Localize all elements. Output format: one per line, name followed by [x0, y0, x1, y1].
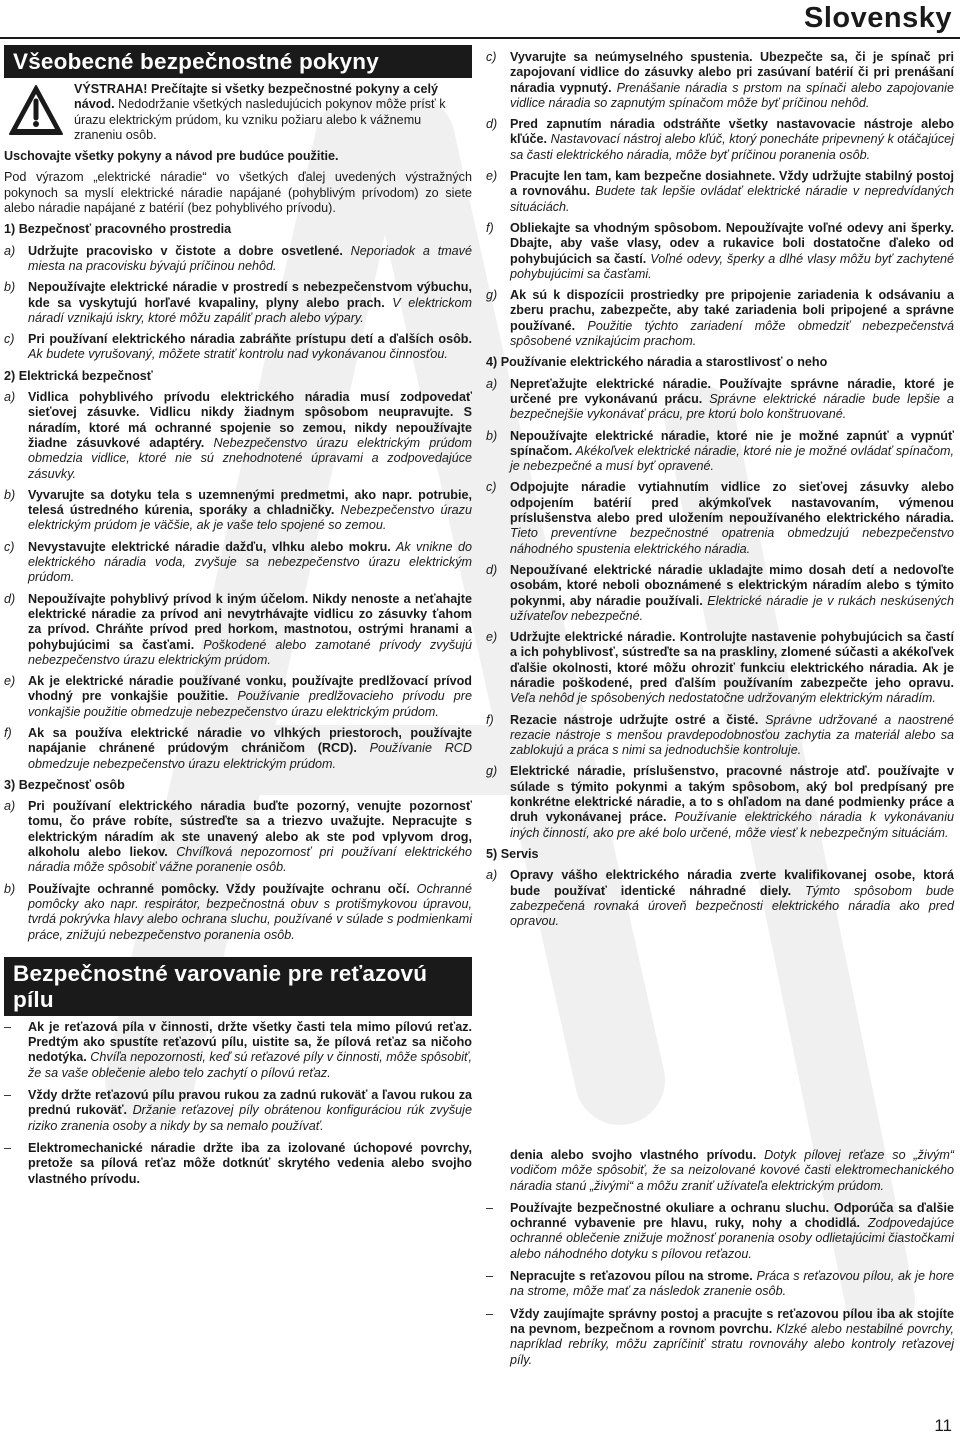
list-item: d) Nepoužívajte pohyblivý prívod k iným účelom. Nikdy nenoste a neťahajte elektrické náradie za prívod ani nevytrhávajte vidlicu zo zásuvky ťahom za prívod. Chráňte prívod pred horkom, mastnotou, ostrými hranami a pohybujúcimi sa časťami. Poškodené alebo zamotané prívody zvyšujú nebezpečenstvo úrazu elektrickým prúdom.	[4, 591, 472, 667]
list-item: b) Vyvarujte sa dotyku tela s uzemnenými predmetmi, ako napr. potrubie, telesá ústredného kúrenia, sporáky a chladničky. Nebezpečenstvo úrazu elektrickým prúdom je väčšie, ak je vaše telo spojené so zemou.	[4, 487, 472, 533]
warning-body: Nedodržanie všetkých nasledujúcich pokynov môže prísť k úrazu elektrickým prúdom, ku vzniku požiaru alebo k vážnemu zraneniu osôb.	[74, 97, 446, 142]
list-item: – Vždy držte reťazovú pílu pravou rukou za zadnú rukoväť a ľavou rukou za prednú rukoväť. Držanie reťazovej píly obrátenou konfiguráciou rúk zvyšuje riziko zranenia osoby a nikdy by sa nemalo používať.	[4, 1088, 472, 1133]
general-safety-title: Všeobecné bezpečnostné pokyny	[4, 45, 472, 78]
list-item-continued: denia alebo svojho vlastného prívodu. Dotyk pílovej reťaze so „živým“ vodičom môže spôsobiť, že sa neizolované kovové časti elektromechanického náradia stanú „živými“ a môžu zraniť užívateľa elektrickým prúdom.	[510, 1148, 955, 1193]
list-item: c) Odpojujte náradie vytiahnutím vidlice zo sieťovej zásuvky alebo odpojením batérií pred akýmkoľvek nastavovaním, výmenou príslušenstva alebo pred uložením nepoužívaného elektrického náradia. Tieto preventívne bezpečnostné opatrenia obmedzujú nebezpečenstvo náhodného spustenia elektrického náradia.	[486, 480, 954, 556]
chainsaw-safety-title: Bezpečnostné varovanie pre reťazovú pílu	[4, 957, 472, 1016]
list-item: – Elektromechanické náradie držte iba za izolované úchopové povrchy, pretože sa pílová reťaz môže dotknúť skrytého vedenia alebo svojho vlastného prívodu.	[4, 1140, 472, 1186]
warning-text	[74, 82, 472, 143]
warning-triangle-icon	[8, 84, 64, 138]
section-heading-2: 2) Elektrická bezpečnosť	[4, 368, 153, 383]
list-item: g) Ak sú k dispozícii prostriedky pre pripojenie zariadenia k odsávaniu a zberu prachu, zabezpečte, aby také zariadenia boli pripojené a správne používané. Použitie týchto zariadení môže obmedziť nebezpečenstvá spôsobené vznikajúcim prachom.	[486, 288, 954, 349]
keep-instructions-note: Uschovajte všetky pokyny a návod pre budúce použitie.	[4, 149, 339, 164]
section-heading-4: 4) Používanie elektrického náradia a starostlivosť o neho	[486, 355, 828, 370]
list-item: f) Obliekajte sa vhodným spôsobom. Nepoužívajte voľné odevy ani šperky. Dbajte, aby vaše vlasy, odev a rukavice boli dostatočne ďaleko od pohybujúcich sa častí. Voľné odevy, šperky a dlhé vlasy môžu byť zachytené pohybujúcimi sa časťami.	[486, 220, 954, 281]
list-item: a) Udržujte pracovisko v čistote a dobre osvetlené. Neporiadok a tmavé miesta na pracovisku bývajú príčinou nehôd.	[4, 243, 472, 273]
list-item: a) Nepreťažujte elektrické náradie. Používajte správne náradie, ktoré je určené pre vykonávanú prácu. Správne elektrické náradie bude lepšie a bezpečnejšie vykonávať prácu, pre ktorú bolo konštruované.	[486, 376, 954, 422]
list-item: c) Vyvarujte sa neúmyselného spustenia. Ubezpečte sa, či je spínač pri zapojovaní vidlice do zásuvky alebo pri zasúvaní batérií či pri prenášaní náradia vypnutý. Prenášanie náradia s prstom na spínači alebo zapojovanie vidlice náradia so zapnutým spínačom môže byť príčinou nehôd.	[486, 50, 954, 110]
list-item: b) Používajte ochranné pomôcky. Vždy používajte ochranu očí. Ochranné pomôcky ako napr. respirátor, bezpečnostná obuv s protišmykovou úpravou, tvrdá pokrývka hlavy alebo ochrana sluchu, používané v súlade s podmienkami práce, znižujú nebezpečenstvo poranenia osôb.	[4, 881, 472, 942]
left-column	[4, 45, 472, 1194]
list-item: – Vždy zaujímajte správny postoj a pracujte s reťazovou pílou iba ak stojíte na pevnom, bezpečnom a rovnom povrchu. Klzké alebo nestabilné povrchy, napríklad rebríky, môžu zapríčiniť stratu rovnováhy alebo kontroly reťazovej píly.	[486, 1306, 954, 1367]
intro-paragraph: Pod výrazom „elektrické náradie“ vo všetkých ďalej uvedených výstražných pokynoch sa myslí elektrické náradie napájané (pohyblivým prívodom) zo siete alebo náradie napájané z batérií (bez pohyblivého prívodu).	[4, 170, 472, 216]
section-heading-3: 3) Bezpečnosť osôb	[4, 777, 125, 792]
right-column-lower	[486, 1148, 954, 1375]
list-item: e) Pracujte len tam, kam bezpečne dosiahnete. Vždy udržujte stabilný postoj a rovnováhu. Budete tak lepšie ovládať elektrické náradie v nepredvídaných situáciách.	[486, 169, 954, 214]
list-item: f) Ak sa používa elektrické náradie vo vlhkých priestoroch, používajte napájanie chránené prúdovým chráničom (RCD). Používanie RCD obmedzuje nebezpečenstvo úrazu elektrickým prúdom.	[4, 725, 472, 771]
list-item: – Používajte bezpečnostné okuliare a ochranu sluchu. Odporúča sa ďalšie ochranné vybavenie pre hlavu, ruky, nohy a chodidlá. Zodpovedajúce ochranné oblečenie znižuje možnosť poranenia osoby odlietajúcimi čiastočkami alebo náhodného dotyku s pílovou reťazou.	[486, 1200, 954, 1261]
language-label: Slovensky	[804, 2, 952, 34]
warning-block	[4, 82, 472, 143]
list-item: a) Vidlica pohyblivého prívodu elektrického náradia musí zodpovedať sieťovej zásuvke. Vidlicu nikdy žiadnym spôsobom neupravujte. S náradím, ktoré má ochranné spojenie so zemou, nikdy nepoužívajte žiadne zásuvkové adaptéry. Nebezpečenstvo úrazu elektrickým prúdom obmedzia vidlice, ktoré nie sú znehodnotené úpravami a zodpovedajúce zásuvky.	[4, 390, 472, 481]
right-column	[486, 50, 954, 935]
page-number: 11	[934, 1416, 952, 1435]
list-item: – Ak je reťazová píla v činnosti, držte všetky časti tela mimo pílovú reťaz. Predtým ako spustíte reťazovú pílu, uistite sa, že pílová reťaz sa ničoho nedotýka. Chvíľa nepozornosti, keď sú reťazové píly v činnosti, môže spôsobiť, že sa vaše oblečenie alebo telo zachytí o pílovú reťaz.	[4, 1019, 472, 1080]
list-item: d) Nepoužívané elektrické náradie ukladajte mimo dosah detí a nedovoľte osobám, ktoré neboli oboznámené s elektrickým náradím alebo s týmito pokynmi, aby náradie používali. Elektrické náradie je v rukách neskúsených užívateľov nebezpečné.	[486, 562, 954, 623]
list-item: – Nepracujte s reťazovou pílou na strome. Práca s reťazovou pílou, ak je hore na strome, môže mať za následok zranenie osôb.	[486, 1269, 954, 1299]
list-item: b) Nepoužívajte elektrické náradie, ktoré nie je možné zapnúť a vypnúť spínačom. Akékoľvek elektrické náradie, ktoré nie je možné ovládať spínačom, je nebezpečné a musí byť opravené.	[486, 428, 954, 474]
section-heading-1: 1) Bezpečnosť pracovného prostredia	[4, 222, 232, 237]
list-item: a) Pri používaní elektrického náradia buďte pozorný, venujte pozornosť tomu, čo práve robíte, sústreďte sa a triezvo uvažujte. Nepracujte s elektrickým náradím ak ste unavený alebo ak ste pod vplyvom drog, alkoholu alebo liekov. Chvíľková nepozornosť pri používaní elektrického náradia môže spôsobiť vážne poranenie osôb.	[4, 799, 472, 875]
list-item: b) Nepoužívajte elektrické náradie v prostredí s nebezpečenstvom výbuchu, kde sa vyskytujú horľavé kvapaliny, plyny alebo prach. V elektrickom náradí vznikajú iskry, ktoré môžu zapáliť prach alebo výpary.	[4, 280, 472, 325]
section-heading-5: 5) Servis	[486, 846, 539, 861]
list-item: a) Opravy vášho elektrického náradia zverte kvalifikovanej osobe, ktorá bude používať identické náhradné diely. Týmto spôsobom bude zabezpečená rovnaká úroveň bezpečnosti elektrického náradia ako pred opravou.	[486, 868, 954, 929]
list-item: c) Nevystavujte elektrické náradie dažďu, vlhku alebo mokru. Ak vnikne do elektrického náradia voda, zvyšuje sa nebezpečenstvo úrazu elektrickým prúdom.	[4, 539, 472, 585]
list-item: f) Rezacie nástroje udržujte ostré a čisté. Správne udržované a naostrené rezacie nástroje s menšou pravdepodobnosťou zachytia za materiál alebo sa zablokujú a práca s nimi sa jednoduchšie kontroluje.	[486, 712, 954, 758]
list-item: d) Pred zapnutím náradia odstráňte všetky nastavovacie nástroje alebo kľúče. Nastavovací nástroj alebo kľúč, ktorý ponecháte pripevnený k otáčajúcej sa časti elektrického náradia, môže byť príčinou poranenia osôb.	[486, 117, 954, 162]
list-item: e) Udržujte elektrické náradie. Kontrolujte nastavenie pohybujúcich sa častí a ich pohyblivosť, sústreďte sa na praskliny, zlomené súčasti a akékoľvek ďalšie okolnosti, ktoré môžu ohroziť funkciu elektrického náradia. Ak je náradie poškodené, pred ďalším používaním zabezpečte jeho opravu. Veľa nehôd je spôsobených nedostatočne udržovaným elektrickým náradím.	[486, 630, 954, 706]
list-item: c) Pri používaní elektrického náradia zabráňte prístupu detí a ďalších osôb. Ak budete vyrušovaný, môžete stratiť kontrolu nad vykonávanou činnosťou.	[4, 332, 472, 362]
header-rule	[0, 37, 960, 39]
list-item: g) Elektrické náradie, príslušenstvo, pracovné nástroje atď. používajte v súlade s týmito pokynmi a takým spôsobom, aký bol predpísaný pre konkrétne elektrické náradie, a to s ohľadom na dané podmienky práce a druh vykonávanej práce. Používanie elektrického náradia k vykonávaniu iných činností, ako pre aké bolo určené, môže viesť k nebezpečným situáciám.	[486, 764, 954, 840]
list-item: e) Ak je elektrické náradie používané vonku, používajte predlžovací prívod vhodný pre vonkajšie použitie. Používanie predlžovacieho prívodu pre vonkajšie použitie obmedzuje nebezpečenstvo úrazu elektrickým prúdom.	[4, 674, 472, 719]
warning-bold: VÝSTRAHA! Prečítajte si všetky bezpečnostné pokyny a celý návod.	[74, 82, 438, 112]
